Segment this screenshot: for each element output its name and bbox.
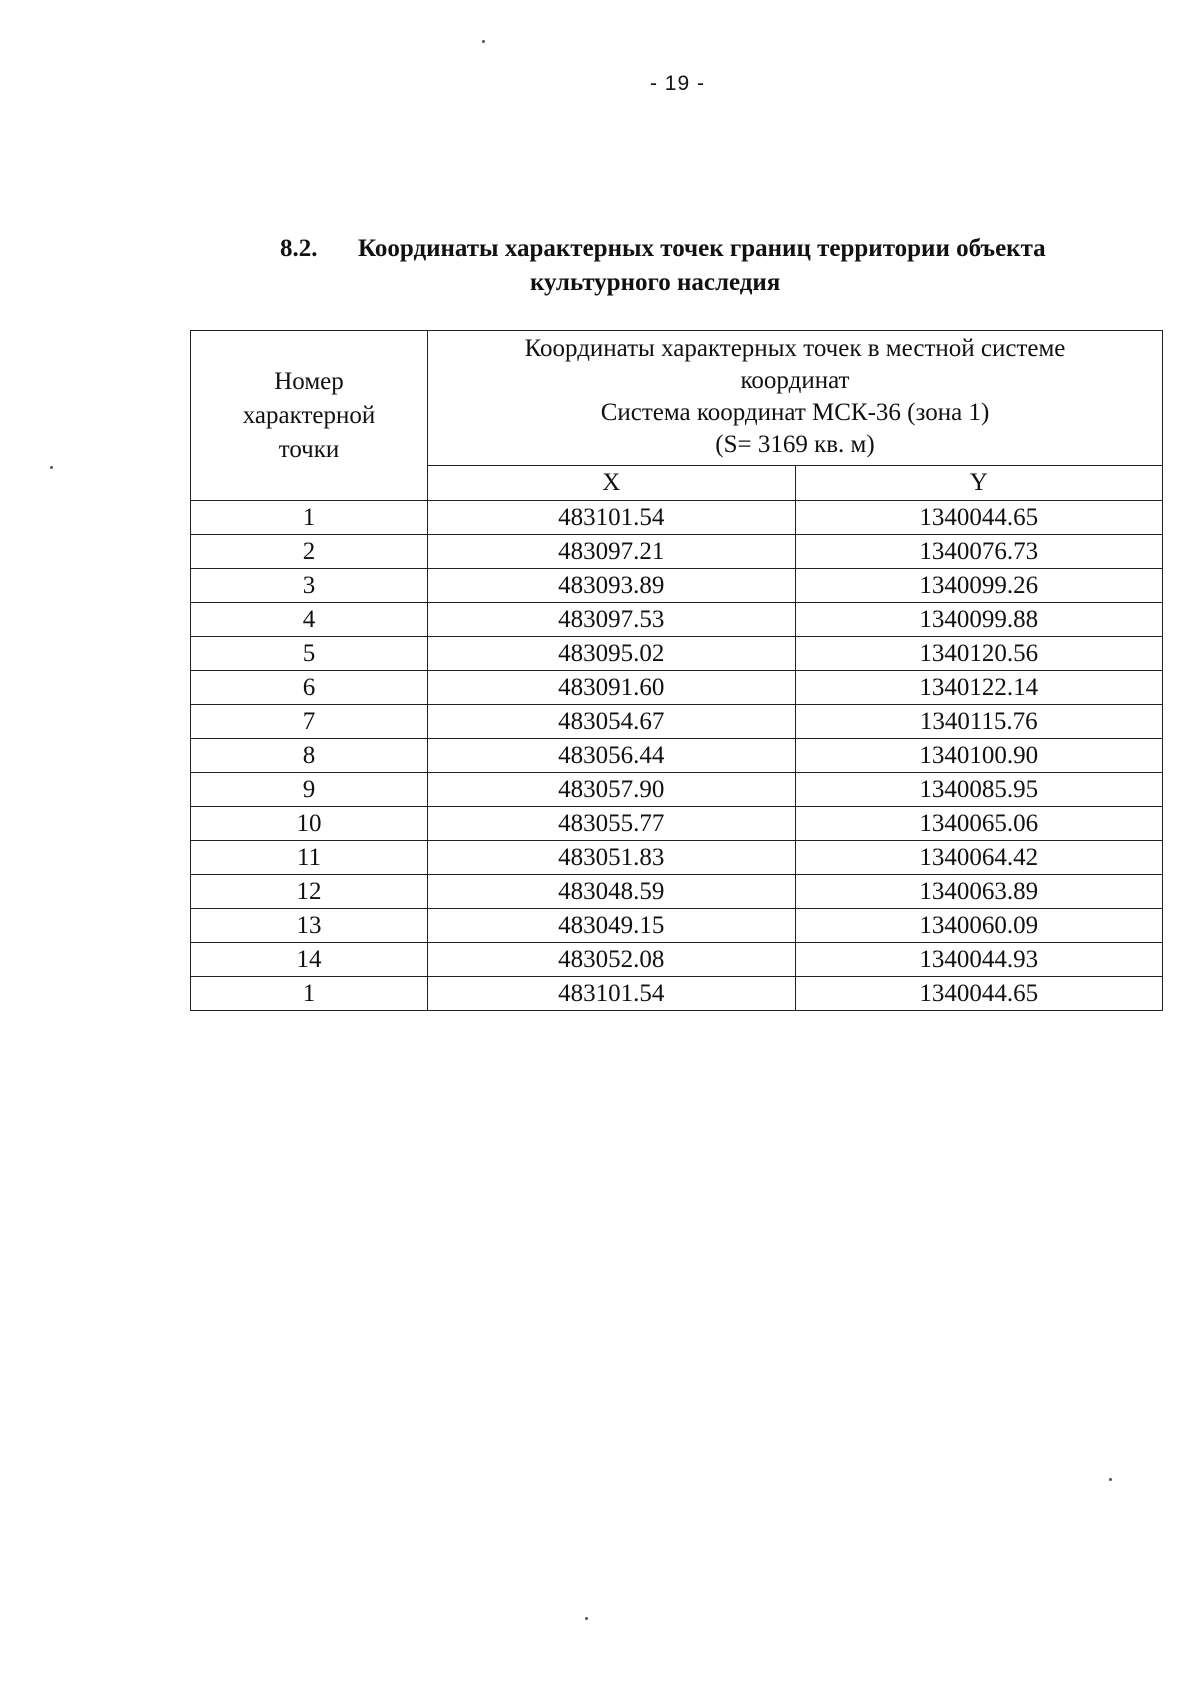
cell-point: 7 — [191, 705, 428, 739]
header-point-line: Номер — [274, 367, 344, 395]
cell-point: 6 — [191, 671, 428, 705]
table-row — [191, 501, 1163, 535]
cell-y: 1340122.14 — [795, 671, 1163, 705]
cell-y: 1340065.06 — [795, 807, 1163, 841]
header-x: X — [428, 466, 796, 501]
cell-point: 12 — [191, 875, 428, 909]
scan-speck — [1109, 1478, 1112, 1481]
cell-point: 9 — [191, 773, 428, 807]
cell-point: 10 — [191, 807, 428, 841]
scan-speck — [585, 1617, 588, 1620]
cell-x: 483051.83 — [428, 841, 796, 875]
cell-point: 1 — [191, 501, 428, 535]
cell-y: 1340115.76 — [795, 705, 1163, 739]
section-number: 8.2. — [280, 235, 318, 262]
cell-x: 483052.08 — [428, 943, 796, 977]
cell-y: 1340063.89 — [795, 875, 1163, 909]
section-title-line1: Координаты характерных точек границ территории объекта — [358, 235, 1046, 262]
header-y: Y — [795, 466, 1163, 501]
table-body — [191, 501, 1163, 1011]
cell-y: 1340044.65 — [795, 977, 1163, 1011]
cell-y: 1340099.26 — [795, 569, 1163, 603]
section-title-line2: культурного наследия — [530, 269, 781, 296]
table-row — [191, 637, 1163, 671]
cell-x: 483048.59 — [428, 875, 796, 909]
cell-x: 483056.44 — [428, 739, 796, 773]
cell-y: 1340064.42 — [795, 841, 1163, 875]
cell-x: 483093.89 — [428, 569, 796, 603]
table-header-row — [191, 331, 1163, 466]
header-system-line: (S= 3169 кв. м) — [715, 431, 875, 458]
cell-x: 483095.02 — [428, 637, 796, 671]
header-system-line: координат — [740, 367, 850, 394]
cell-y: 1340076.73 — [795, 535, 1163, 569]
scan-speck — [50, 466, 53, 469]
table-row — [191, 841, 1163, 875]
page-number: - 19 - — [649, 72, 705, 95]
cell-x: 483054.67 — [428, 705, 796, 739]
cell-point: 8 — [191, 739, 428, 773]
cell-x: 483097.53 — [428, 603, 796, 637]
header-point-line: точки — [278, 435, 340, 463]
table-row — [191, 705, 1163, 739]
table-row — [191, 603, 1163, 637]
cell-point: 14 — [191, 943, 428, 977]
cell-y: 1340044.65 — [795, 501, 1163, 535]
cell-x: 483055.77 — [428, 807, 796, 841]
table-row — [191, 875, 1163, 909]
cell-y: 1340099.88 — [795, 603, 1163, 637]
cell-x: 483091.60 — [428, 671, 796, 705]
section-title — [280, 232, 1160, 300]
header-point-line: характерной — [242, 401, 376, 429]
table-row — [191, 943, 1163, 977]
table-row — [191, 773, 1163, 807]
coordinates-table — [190, 330, 1163, 1011]
cell-point: 11 — [191, 841, 428, 875]
cell-point: 2 — [191, 535, 428, 569]
table-row — [191, 569, 1163, 603]
table-row — [191, 739, 1163, 773]
cell-point: 1 — [191, 977, 428, 1011]
scan-speck — [482, 40, 485, 43]
cell-y: 1340044.93 — [795, 943, 1163, 977]
cell-y: 1340120.56 — [795, 637, 1163, 671]
cell-x: 483101.54 — [428, 977, 796, 1011]
table-row — [191, 535, 1163, 569]
cell-x: 483097.21 — [428, 535, 796, 569]
table-row — [191, 807, 1163, 841]
header-system-line: Система координат МСК-36 (зона 1) — [600, 399, 990, 426]
cell-x: 483057.90 — [428, 773, 796, 807]
header-system-line: Координаты характерных точек в местной системе — [524, 335, 1066, 362]
cell-point: 5 — [191, 637, 428, 671]
table-row — [191, 909, 1163, 943]
cell-y: 1340060.09 — [795, 909, 1163, 943]
cell-x: 483101.54 — [428, 501, 796, 535]
header-point-number — [191, 331, 428, 501]
cell-y: 1340085.95 — [795, 773, 1163, 807]
table-row — [191, 977, 1163, 1011]
table-row — [191, 671, 1163, 705]
cell-point: 13 — [191, 909, 428, 943]
cell-x: 483049.15 — [428, 909, 796, 943]
cell-point: 3 — [191, 569, 428, 603]
header-coordinate-system — [428, 331, 1163, 466]
cell-point: 4 — [191, 603, 428, 637]
cell-y: 1340100.90 — [795, 739, 1163, 773]
